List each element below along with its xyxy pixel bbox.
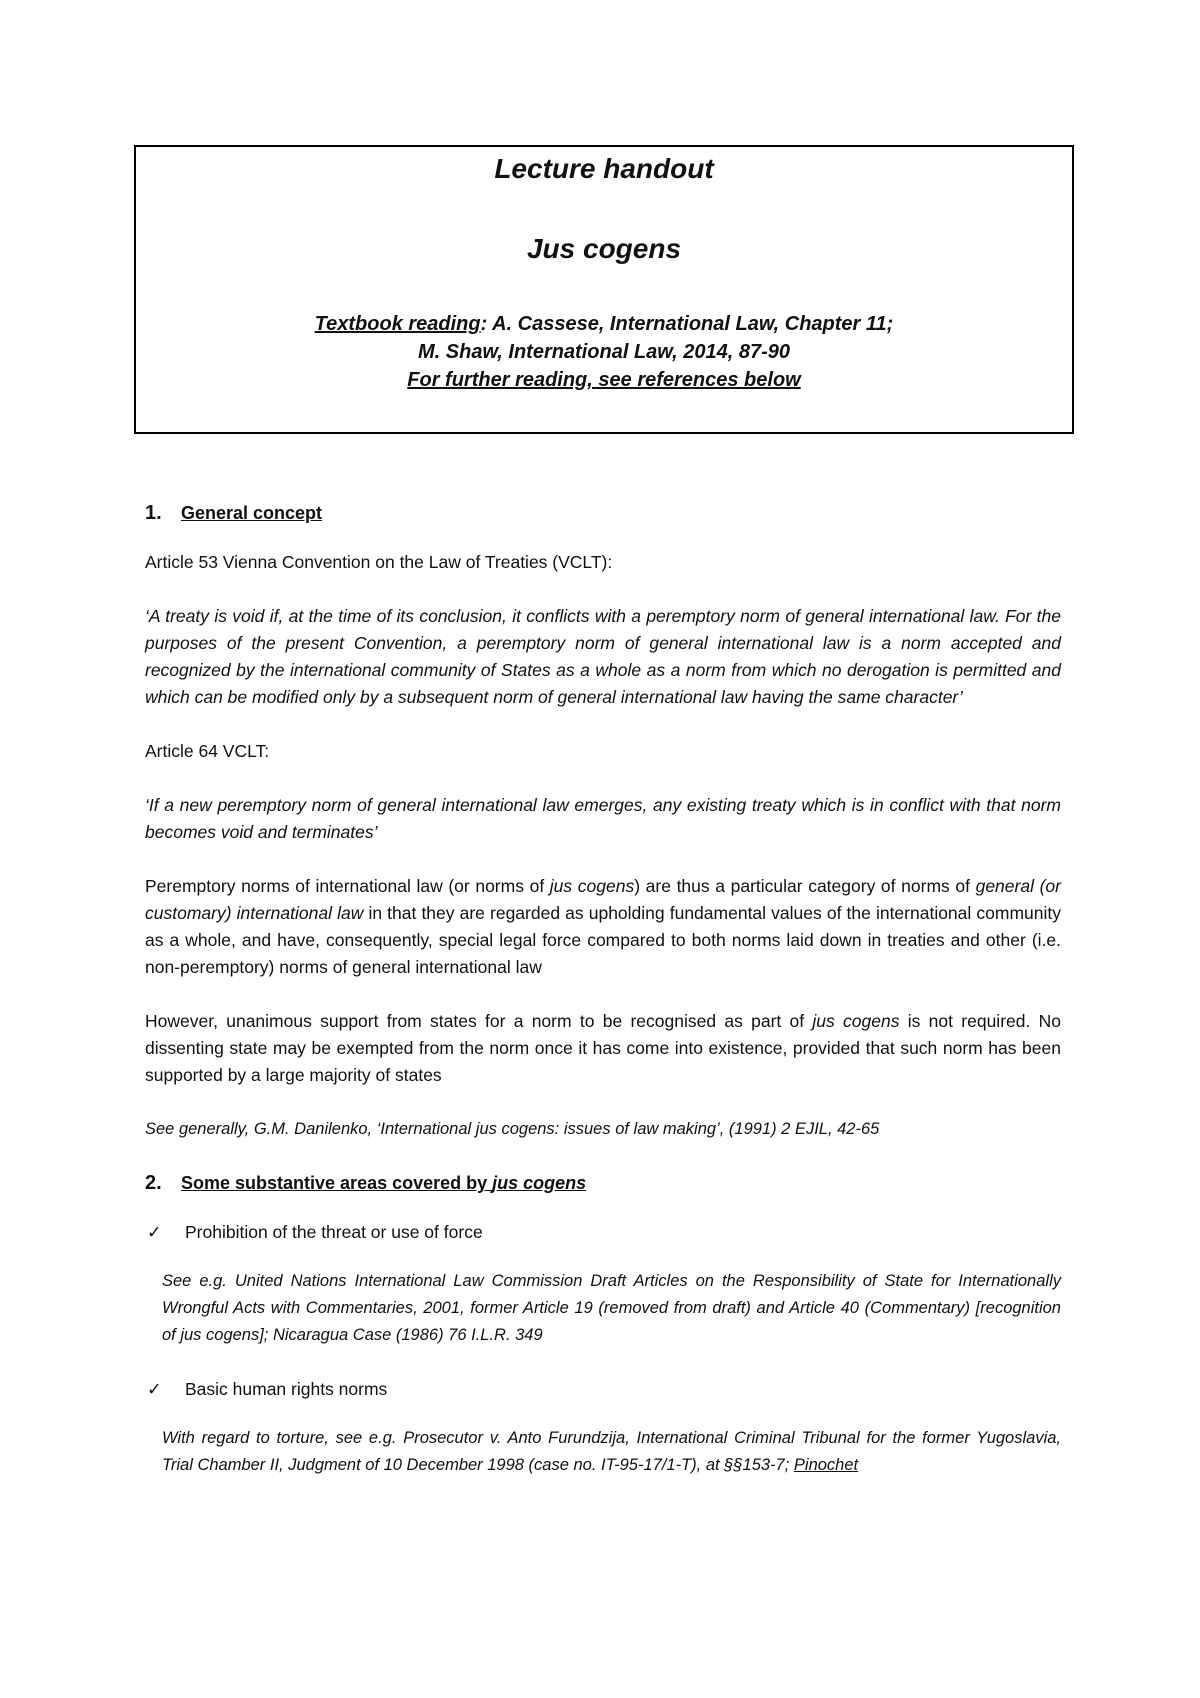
section-2-title (181, 1173, 586, 1193)
handout-title: Lecture handout (494, 153, 714, 184)
pinochet-link[interactable]: Pinochet (793, 1456, 859, 1474)
article-53-quote: ‘A treaty is void if, at the time of its conclusion, it conflicts with a peremptory norm of general international law. For the purposes of the present Convention, a peremptory norm of general international law is a norm accepted and recognized by the international community of States as a whole as a norm from which no derogation is permitted and which can be modified only by a subsequent norm of general international law having the same character’ (145, 606, 1061, 707)
reading-line-2: M. Shaw, International Law, 2014, 87-90 (418, 341, 790, 363)
see-generally-reference: See generally, G.M. Danilenko, ‘International jus cogens: issues of law making’, (1991) 2 EJIL, 42-65 (145, 1120, 880, 1138)
header-box (134, 145, 1074, 434)
para2-text-a: However, unanimous support from states for a norm to be recognised as part of (145, 1011, 813, 1031)
article-64-quote: ‘If a new peremptory norm of general international law emerges, any existing treaty which is in conflict with that norm becomes void and terminates’ (145, 795, 1061, 842)
list-item (145, 1219, 1061, 1246)
list-item-label: Basic human rights norms (185, 1379, 388, 1399)
reading-label: Textbook reading (314, 313, 481, 335)
human-rights-reference (145, 1425, 1061, 1479)
para1-text-c: in that they are regarded as upholding fundamental values of the international community as a whole, and have, consequently, special legal force compared to both norms laid down in treaties and other (i.e. non-peremptory) norms of general international law (145, 903, 1061, 977)
para1-emphasis-2: general (or customary) international law (145, 876, 1061, 923)
para1-text-b: ) are thus a particular category of norms of (634, 876, 976, 896)
check-icon: ✓ (147, 1379, 162, 1399)
reading-block (136, 310, 1072, 394)
para2-emphasis: jus cogens (812, 1011, 900, 1031)
check-icon: ✓ (147, 1222, 162, 1242)
section-1-title: General concept (181, 503, 323, 523)
article-64-label: Article 64 VCLT: (145, 741, 270, 761)
section-2-title-emphasis: jus cogens (492, 1173, 587, 1193)
section-2-title-text: Some substantive areas covered by (181, 1173, 493, 1193)
further-reading-link[interactable]: For further reading, see references below (407, 369, 801, 391)
human-rights-reference-text: With regard to torture, see e.g. Prosecutor v. Anto Furundzija, International Criminal Tribunal for the former Yugoslavia, Trial Chamber II, Judgment of 10 December 1998 (case no. IT-95-17/1-T), at §§153-7; (162, 1429, 1061, 1474)
para2-text-b: is not required. No dissenting state may be exempted from the norm once it has come into existence, provided that such norm has been supported by a large majority of states (145, 1011, 1061, 1085)
para1-text-a: Peremptory norms of international law (or norms of (145, 876, 550, 896)
reading-line-1-rest: : A. Cassese, International Law, Chapter 11; (480, 313, 894, 335)
list-item-label: Prohibition of the threat or use of force (185, 1222, 483, 1242)
use-of-force-reference: See e.g. United Nations International Law Commission Draft Articles on the Responsibility of State for Internationally Wrongful Acts with Commentaries, 2001, former Article 19 (removed from draft) and Article 40 (Commentary) [recognition of jus cogens]; Nicaragua Case (1986) 76 I.L.R. 349 (162, 1272, 1061, 1344)
section-1-heading (145, 500, 1061, 527)
section-2-heading (145, 1170, 1061, 1197)
section-2-number: 2. (145, 1172, 162, 1194)
peremptory-norms-paragraph (145, 873, 1061, 981)
handout-subtitle: Jus cogens (526, 233, 682, 264)
section-1-number: 1. (145, 502, 162, 524)
list-item (145, 1376, 1061, 1403)
main-content (145, 500, 1061, 1506)
article-53-label: Article 53 Vienna Convention on the Law of Treaties (VCLT): (145, 552, 613, 572)
reading-line-1 (136, 310, 1072, 338)
unanimous-support-paragraph (145, 1008, 1061, 1089)
para1-emphasis-1: jus cogens (549, 876, 635, 896)
